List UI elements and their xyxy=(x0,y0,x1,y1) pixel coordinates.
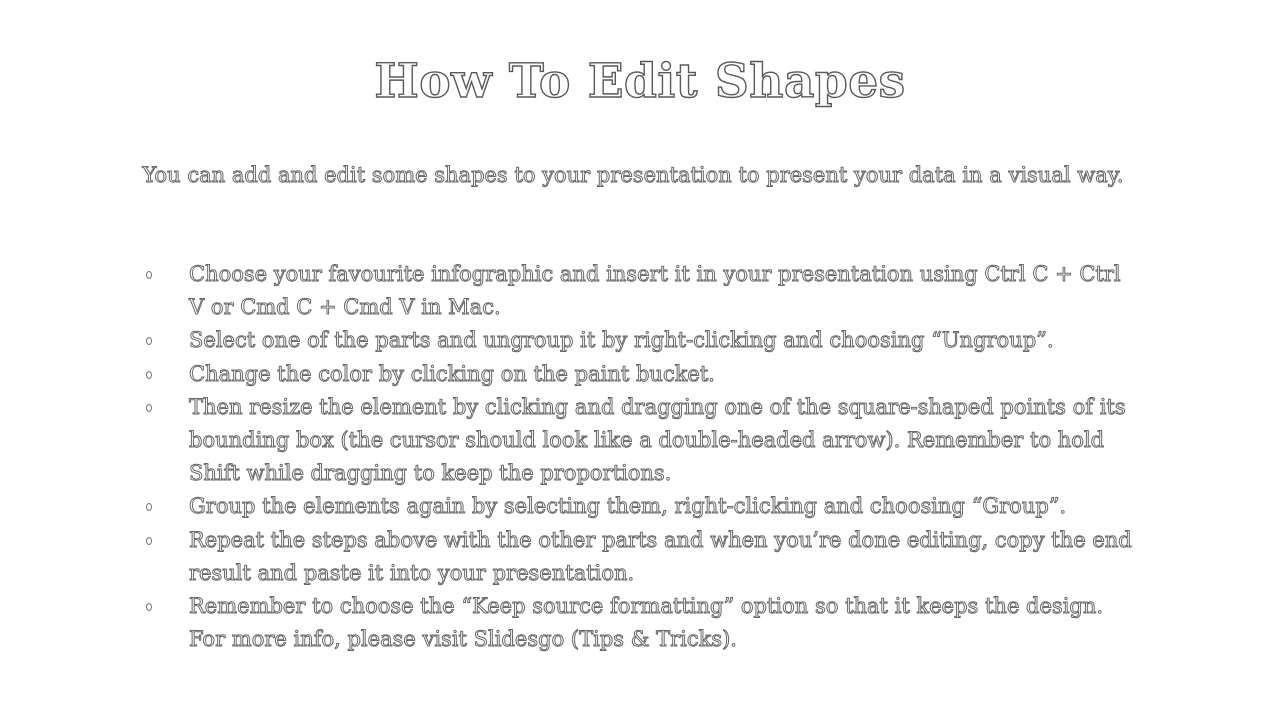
slide-subtitle: You can add and edit some shapes to your presentation to present your data in a visual way. xyxy=(142,163,1124,187)
list-item xyxy=(141,258,1141,324)
list-item-text: Then resize the element by clicking and dragging one of the square-shaped points of its bounding box (the cursor should look like a double-headed arrow). Remember to hold Shift while dragging to keep the proportions. xyxy=(189,394,1126,486)
list-item-text: Choose your favourite infographic and insert it in your presentation using Ctrl C + Ctrl V or Cmd C + Cmd V in Mac. xyxy=(189,262,1121,320)
list-item xyxy=(141,391,1141,491)
list-item-text: Remember to choose the “Keep source formatting” option so that it keeps the design. For more info, please visit Slidesgo (Tips & Tricks). xyxy=(189,594,1104,652)
bullet-icon xyxy=(146,603,152,611)
list-item xyxy=(141,324,1141,357)
bullet-icon xyxy=(146,371,152,379)
list-item xyxy=(141,590,1141,656)
list-item-text: Group the elements again by selecting them, right-clicking and choosing “Group”. xyxy=(189,494,1067,519)
list-item xyxy=(141,490,1141,523)
slide-title: How To Edit Shapes xyxy=(374,54,906,109)
list-item xyxy=(141,524,1141,590)
steps-list xyxy=(141,258,1141,656)
list-item-text: Select one of the parts and ungroup it by right-clicking and choosing “Ungroup”. xyxy=(189,328,1054,353)
bullet-icon xyxy=(146,503,152,511)
bullet-icon xyxy=(146,271,152,279)
list-item xyxy=(141,358,1141,391)
list-item-text: Repeat the steps above with the other parts and when you’re done editing, copy the end result and paste it into your presentation. xyxy=(189,527,1132,585)
bullet-icon xyxy=(146,337,152,345)
list-item-text: Change the color by clicking on the paint bucket. xyxy=(189,361,715,386)
bullet-icon xyxy=(146,404,152,412)
bullet-icon xyxy=(146,537,152,545)
